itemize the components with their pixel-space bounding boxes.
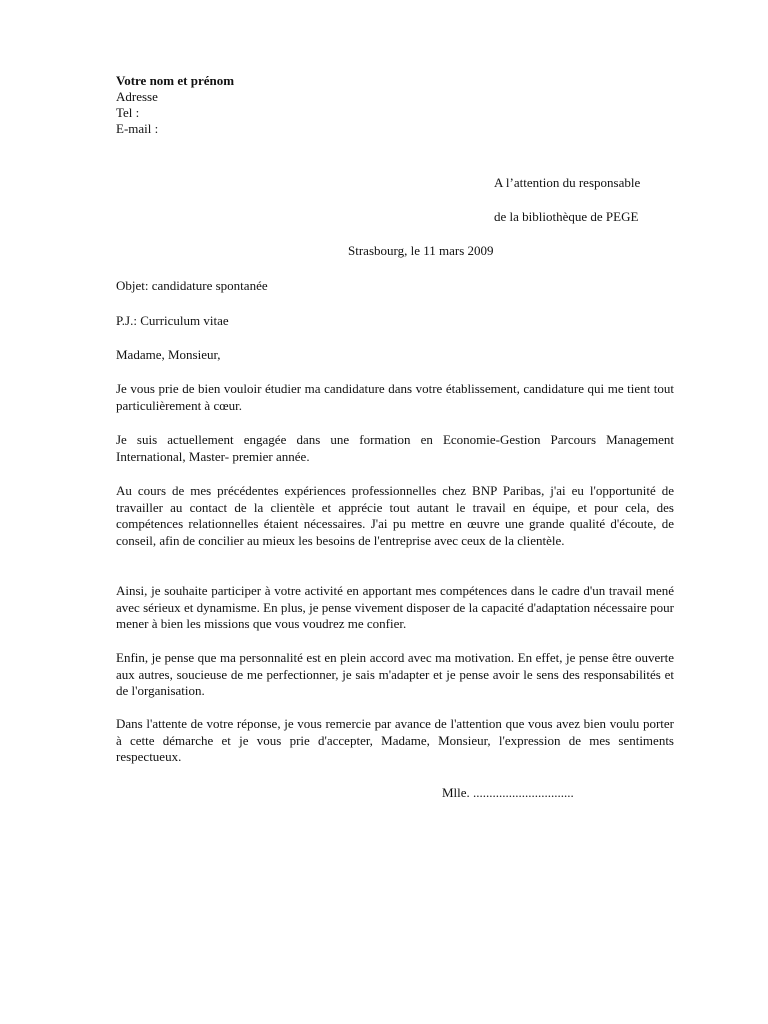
body-paragraph-4: Ainsi, je souhaite participer à votre activité en apportant mes compétences dans le cadre d'un travail mené avec sérieux et dynamisme. En plus, je pense vivement disposer de la capacité d'adaptation nécessaire pour mener à bien les missions que vous voudrez me confier. (116, 583, 674, 631)
recipient-line-2: de la bibliothèque de PEGE (494, 209, 639, 224)
sender-block (116, 73, 234, 137)
place-date: Strasbourg, le 11 mars 2009 (348, 243, 494, 258)
sender-email: E-mail : (116, 121, 159, 136)
recipient-line-1: A l’attention du responsable (494, 175, 641, 190)
sender-tel: Tel : (116, 105, 140, 120)
body-paragraph-2: Je suis actuellement engagée dans une formation en Economie-Gestion Parcours Management International, Master- premier année. (116, 432, 674, 464)
body-paragraph-3: Au cours de mes précédentes expériences professionnelles chez BNP Paribas, j'ai eu l'opportunité de travailler au contact de la clientèle et apprécie tout autant le travail en équipe, et pour cela, des compétences relationnelles étaient nécessaires. J'ai pu mettre en œuvre une grande qualité d'écoute, de conseil, afin de concilier au mieux les besoins de l'entreprise avec ceux de la clientèle. (116, 483, 674, 548)
body-paragraph-5: Enfin, je pense que ma personnalité est en plein accord avec ma motivation. En effet, je pense être ouverte aux autres, soucieuse de me perfectionner, je sais m'adapter et je pense avoir le sens des responsabilités et de l'organisation. (116, 650, 674, 698)
signature-line: Mlle. ............................... (442, 785, 574, 800)
salutation: Madame, Monsieur, (116, 347, 221, 362)
body-paragraph-1: Je vous prie de bien vouloir étudier ma candidature dans votre établissement, candidature qui me tient tout particulièrement à cœur. (116, 381, 674, 413)
body-paragraph-6: Dans l'attente de votre réponse, je vous remercie par avance de l'attention que vous avez bien voulu porter à cette démarche et je vous prie d'accepter, Madame, Monsieur, l'expression de mes sentiments respectueux. (116, 716, 674, 764)
attachment-line: P.J.: Curriculum vitae (116, 313, 229, 328)
sender-name: Votre nom et prénom (116, 73, 235, 88)
sender-address: Adresse (116, 89, 158, 104)
subject-line: Objet: candidature spontanée (116, 278, 268, 293)
